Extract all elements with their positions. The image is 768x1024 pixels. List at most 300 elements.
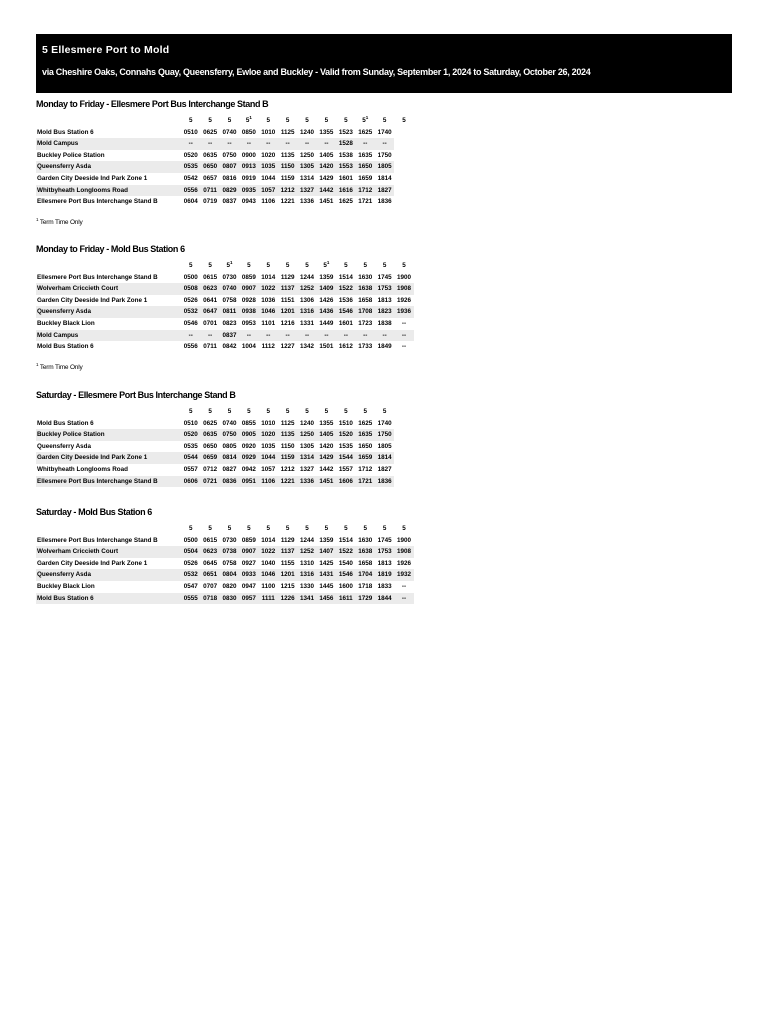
departure-time: 1745 [377, 273, 392, 281]
departure-time: 1638 [356, 546, 375, 558]
departure-time: 0811 [220, 306, 239, 318]
departure-time: 1449 [319, 319, 334, 327]
stop-name: Mold Bus Station 6 [37, 419, 94, 427]
table-row [36, 429, 394, 441]
departure-time: -- [317, 330, 336, 342]
departure-time: 1014 [261, 273, 276, 281]
departure-time: 1125 [280, 128, 295, 136]
departure-time: 0606 [181, 476, 200, 488]
route-number [297, 115, 316, 127]
route-number-label: 5 [227, 525, 232, 532]
route-number [278, 260, 297, 272]
departure-time: 1159 [278, 452, 297, 464]
stop-name: Mold Bus Station 6 [37, 343, 94, 351]
route-number-label: 5 [247, 408, 251, 415]
departure-time: 0719 [203, 198, 218, 206]
departure-time: 1436 [317, 306, 336, 318]
departure-time: 0842 [222, 343, 237, 351]
departure-time: 0830 [220, 593, 239, 605]
route-number-label: 5 [188, 262, 193, 269]
stop-name: Buckley Police Station [37, 151, 105, 159]
departure-time: 1836 [377, 198, 392, 206]
departure-time: 1553 [336, 161, 355, 173]
route-number-label: 5 [188, 408, 193, 415]
departure-time: 0615 [203, 536, 218, 544]
departure-time: 0718 [200, 593, 219, 605]
departure-time: 0740 [222, 419, 237, 427]
departure-time: 1129 [280, 536, 295, 544]
route-number-label: 5 [362, 117, 366, 124]
route-number-label: 5 [266, 262, 271, 269]
departure-time: 1226 [278, 593, 297, 605]
route-number [220, 260, 239, 272]
table-row [36, 318, 414, 330]
table-row [36, 569, 414, 581]
table-row [36, 464, 394, 476]
departure-time: -- [181, 330, 200, 342]
departure-time: 0827 [222, 465, 237, 473]
table-row [36, 173, 414, 185]
departure-time: 1004 [241, 343, 256, 351]
departure-time: 0604 [183, 198, 198, 206]
departure-time: 0953 [241, 319, 256, 327]
departure-time: 1535 [338, 442, 353, 450]
departure-time: 0820 [222, 582, 237, 590]
table-row [36, 546, 414, 558]
departure-time: 1536 [338, 296, 353, 304]
stop-name: Garden City Deeside Ind Park Zone 1 [37, 559, 148, 567]
stop-name: Queensferry Asda [37, 442, 92, 450]
departure-time: 1625 [338, 198, 353, 206]
departure-time: 1528 [336, 138, 355, 150]
departure-time: 1010 [261, 419, 276, 427]
route-number-label: 5 [402, 262, 406, 269]
route-number [336, 406, 355, 418]
departure-time: 1327 [300, 465, 315, 473]
stop-name: Ellesmere Port Bus Interchange Stand B [37, 198, 158, 206]
route-number [220, 406, 239, 418]
stop-name: Garden City Deeside Ind Park Zone 1 [36, 452, 181, 464]
departure-time: 1538 [338, 151, 353, 159]
departure-time: -- [394, 593, 413, 605]
departure-time: 0520 [181, 429, 200, 441]
departure-time: 1814 [375, 452, 394, 464]
departure-time: 1557 [338, 465, 353, 473]
route-number [220, 523, 239, 535]
stop-column-header [36, 406, 181, 418]
departure-time: 1805 [377, 442, 392, 450]
departure-time: 1514 [338, 536, 353, 544]
stop-column-header [36, 115, 181, 127]
departure-time: 1250 [297, 429, 316, 441]
departure-time: 1100 [261, 582, 276, 590]
departure-time: 1111 [259, 593, 278, 605]
stop-name: Queensferry Asda [36, 161, 181, 173]
route-header-row [36, 406, 394, 418]
table-row [36, 161, 414, 173]
departure-time: 0938 [239, 306, 258, 318]
route-header-row [36, 260, 414, 272]
departure-time: 0526 [183, 296, 198, 304]
departure-time: 1442 [319, 465, 334, 473]
departure-time: 0547 [183, 582, 198, 590]
table-row [36, 581, 414, 593]
route-number-label: 5 [324, 525, 329, 532]
departure-time: 0707 [203, 582, 218, 590]
departure-time: 1137 [278, 546, 297, 558]
departure-time: 0659 [200, 452, 219, 464]
route-number-label: 5 [188, 117, 193, 124]
stop-name: Whitbyheath Longlooms Road [36, 185, 181, 197]
departure-time: 1135 [280, 151, 295, 159]
departure-time: 1740 [377, 419, 392, 427]
departure-time: 1022 [259, 283, 278, 295]
departure-time: 0650 [200, 161, 219, 173]
timetable [36, 523, 414, 604]
table-row [36, 558, 414, 570]
departure-time: 0526 [183, 559, 198, 567]
route-number [317, 406, 336, 418]
route-number-label: 5 [266, 525, 271, 532]
departure-time: 1010 [261, 128, 276, 136]
departure-time: 0520 [183, 151, 198, 159]
departure-time: 1827 [375, 185, 394, 197]
route-number [200, 115, 219, 127]
departure-time: 0730 [222, 273, 237, 281]
route-number-label: 5 [305, 117, 309, 124]
section-title: Monday to Friday - Mold Bus Station 6 [36, 244, 185, 254]
footnote [36, 216, 414, 226]
route-number-label: 5 [402, 525, 406, 532]
section-weekday-to-ellesmere-port [36, 98, 414, 226]
departure-time: 1659 [358, 174, 373, 182]
departure-time: -- [394, 330, 413, 342]
departure-time: 1712 [358, 465, 373, 473]
table-row [36, 185, 414, 197]
departure-time: 1510 [338, 419, 353, 427]
departure-time: 1544 [336, 452, 355, 464]
departure-time: -- [278, 138, 297, 150]
departure-time: 0556 [181, 185, 200, 197]
departure-time: 1625 [358, 128, 373, 136]
table-row [36, 272, 414, 284]
route-number-label: 5 [344, 525, 348, 532]
departure-time: 0623 [200, 546, 219, 558]
departure-time: -- [220, 138, 239, 150]
departure-time: 1420 [317, 161, 336, 173]
route-number [259, 260, 278, 272]
departure-time: 0805 [222, 442, 237, 450]
stop-name: Garden City Deeside Ind Park Zone 1 [37, 296, 148, 304]
departure-time: 1057 [261, 465, 276, 473]
stop-name: Wolverham Criccieth Court [36, 546, 181, 558]
route-number [356, 115, 375, 127]
departure-time: 1316 [297, 306, 316, 318]
route-number [181, 523, 200, 535]
departure-time: -- [200, 138, 219, 150]
departure-time: 1305 [300, 442, 315, 450]
departure-time: 0738 [220, 546, 239, 558]
departure-time: 1044 [259, 452, 278, 464]
departure-time: 1522 [336, 546, 355, 558]
departure-time: 1046 [259, 306, 278, 318]
departure-time: 0816 [222, 174, 237, 182]
departure-time: 1036 [261, 296, 276, 304]
departure-time: 1221 [280, 198, 295, 206]
departure-time: 0508 [181, 283, 200, 295]
route-number-label: 5 [382, 262, 387, 269]
departure-time: 1900 [396, 536, 411, 544]
departure-time: 1155 [280, 559, 295, 567]
stop-name: Ellesmere Port Bus Interchange Stand B [37, 536, 158, 544]
departure-time: 1046 [259, 569, 278, 581]
departure-time: 0942 [241, 465, 256, 473]
route-number-label: 5 [188, 525, 193, 532]
departure-time: 0836 [220, 476, 239, 488]
departure-time: 1442 [317, 185, 336, 197]
table-row [36, 452, 394, 464]
departure-time: 0625 [203, 419, 218, 427]
table-row [36, 138, 414, 150]
departure-time: 0957 [239, 593, 258, 605]
departure-time: 1240 [300, 419, 315, 427]
departure-time: 0829 [220, 185, 239, 197]
route-number-label: 5 [285, 408, 290, 415]
route-number [297, 260, 316, 272]
departure-time: 1814 [377, 174, 392, 182]
departure-time: 0615 [203, 273, 218, 281]
departure-time: 1314 [297, 452, 316, 464]
departure-time: 1712 [356, 185, 375, 197]
section-title: Saturday - Mold Bus Station 6 [36, 507, 152, 517]
departure-time: 1721 [358, 198, 373, 206]
route-number-label: 5 [344, 408, 348, 415]
departure-time: 0928 [241, 296, 256, 304]
departure-time: 1635 [356, 429, 375, 441]
departure-time: 1819 [375, 569, 394, 581]
footnote-marker: 1 [249, 114, 252, 120]
footnote-marker: 1 [365, 114, 369, 120]
departure-time: 1630 [358, 536, 373, 544]
stop-name: Queensferry Asda [36, 306, 181, 318]
route-number [259, 523, 278, 535]
page-subtitle: via Cheshire Oaks, Connahs Quay, Queensferry, Ewloe and Buckley - Valid from Sunday, September 1, 2024 to Saturday, October 26, 2024 [42, 67, 591, 77]
departure-time: 1035 [261, 442, 276, 450]
departure-time: 1833 [377, 582, 392, 590]
departure-time: 1600 [338, 582, 353, 590]
departure-time: 1520 [336, 429, 355, 441]
departure-time: 0740 [220, 283, 239, 295]
departure-time: 1020 [261, 151, 276, 159]
departure-time: 1650 [358, 442, 373, 450]
departure-time: 1057 [259, 185, 278, 197]
departure-time: 0625 [203, 128, 218, 136]
route-number [239, 260, 258, 272]
departure-time: 1849 [377, 343, 392, 351]
departure-time: 0510 [183, 419, 198, 427]
departure-time: 1456 [317, 593, 336, 605]
table-row [36, 196, 414, 208]
section-saturday-to-mold [36, 506, 414, 604]
departure-time: 1336 [297, 476, 316, 488]
departure-time: 0758 [222, 296, 237, 304]
stop-name: Whitbyheath Longlooms Road [37, 465, 128, 473]
departure-time: 1227 [280, 343, 295, 351]
departure-time: 1630 [358, 273, 373, 281]
departure-time: 0650 [203, 442, 218, 450]
departure-time: 1310 [300, 559, 315, 567]
departure-time: 1836 [375, 476, 394, 488]
route-number [375, 260, 394, 272]
departure-time: 1240 [300, 128, 315, 136]
departure-time: -- [239, 330, 258, 342]
departure-time: -- [356, 138, 375, 150]
departure-time: 0859 [241, 273, 256, 281]
route-number-label: 5 [382, 525, 387, 532]
departure-time: 1601 [338, 174, 353, 182]
departure-time: 0556 [183, 343, 198, 351]
departure-time: 1611 [336, 593, 355, 605]
departure-time: 1926 [396, 296, 411, 304]
stop-name: Ellesmere Port Bus Interchange Stand B [37, 273, 158, 281]
departure-time: 1805 [375, 161, 394, 173]
departure-time: 0740 [222, 128, 237, 136]
departure-time: 0711 [203, 343, 217, 351]
departure-time: -- [401, 343, 407, 351]
departure-time: 1425 [319, 559, 334, 567]
route-number [259, 115, 278, 127]
route-number [356, 406, 375, 418]
departure-time: 0814 [220, 452, 239, 464]
route-number [317, 523, 336, 535]
route-number-label: 5 [285, 117, 290, 124]
departure-time: 1659 [356, 452, 375, 464]
departure-time: 0920 [241, 442, 256, 450]
departure-time: 1753 [375, 546, 394, 558]
route-number [394, 115, 413, 127]
departure-time: -- [401, 319, 407, 327]
route-number [336, 523, 355, 535]
route-number-label: 5 [305, 525, 309, 532]
departure-time: 1445 [319, 582, 334, 590]
departure-time: 1635 [358, 151, 373, 159]
table-row [36, 306, 414, 318]
departure-time: 1405 [319, 151, 334, 159]
route-number-label: 5 [247, 525, 251, 532]
departure-time: 1612 [338, 343, 353, 351]
departure-time: 0657 [203, 174, 218, 182]
departure-time: 1014 [261, 536, 276, 544]
stop-column-header [36, 260, 181, 272]
departure-time: 0635 [203, 151, 218, 159]
route-number [356, 260, 375, 272]
route-number-label: 5 [208, 408, 212, 415]
route-number-label: 5 [363, 408, 367, 415]
departure-time: 1405 [317, 429, 336, 441]
footnote-marker: 1 [36, 216, 39, 222]
footnote-marker: 1 [326, 259, 330, 265]
departure-time: 0647 [200, 306, 219, 318]
route-number [181, 406, 200, 418]
stop-name: Queensferry Asda [36, 569, 181, 581]
departure-time: 1316 [297, 569, 316, 581]
departure-time: 0913 [239, 161, 258, 173]
departure-time: 1546 [336, 569, 355, 581]
departure-time: 1252 [297, 546, 316, 558]
timetable [36, 406, 394, 487]
departure-time: 0623 [200, 283, 219, 295]
departure-time: 1718 [358, 582, 373, 590]
departure-time: 0900 [241, 151, 256, 159]
route-number [375, 115, 394, 127]
route-number [356, 523, 375, 535]
departure-time: 0750 [222, 151, 237, 159]
departure-time: 0701 [203, 319, 218, 327]
table-row [36, 295, 414, 307]
route-number-label: 5 [226, 262, 230, 269]
departure-time: 0712 [203, 465, 218, 473]
route-number-label: 5 [402, 117, 406, 124]
departure-time: 1216 [280, 319, 295, 327]
departure-time: 1844 [375, 593, 394, 605]
departure-time: 0855 [241, 419, 256, 427]
route-number [181, 115, 200, 127]
departure-time: -- [278, 330, 297, 342]
departure-time: 0859 [241, 536, 256, 544]
departure-time: 1638 [356, 283, 375, 295]
stop-name: Buckley Police Station [36, 429, 181, 441]
departure-time: 1221 [278, 476, 297, 488]
table-row [36, 341, 414, 353]
stop-name: Mold Bus Station 6 [37, 128, 94, 136]
stop-name: Mold Bus Station 6 [36, 593, 181, 605]
section-title: Monday to Friday - Ellesmere Port Bus Interchange Stand B [36, 99, 269, 109]
departure-time: 0645 [203, 559, 218, 567]
departure-time: 1908 [394, 546, 413, 558]
departure-time: 1813 [377, 559, 392, 567]
departure-time: -- [401, 582, 407, 590]
departure-time: 1252 [297, 283, 316, 295]
departure-time: 0750 [220, 429, 239, 441]
departure-time: 1342 [300, 343, 315, 351]
departure-time: 1601 [338, 319, 353, 327]
table-row [36, 535, 414, 547]
departure-time: 0947 [241, 582, 256, 590]
departure-time: 0542 [183, 174, 198, 182]
departure-time: 0730 [222, 536, 237, 544]
departure-time: 0850 [241, 128, 256, 136]
departure-time: -- [181, 138, 200, 150]
route-number-label: 5 [324, 408, 329, 415]
departure-time: 1137 [278, 283, 297, 295]
departure-time: 1020 [259, 429, 278, 441]
departure-time: 1151 [280, 296, 295, 304]
departure-time: 0935 [239, 185, 258, 197]
stop-name: Buckley Black Lion [37, 582, 95, 590]
departure-time: 1606 [336, 476, 355, 488]
departure-time: 0933 [239, 569, 258, 581]
departure-time: -- [297, 138, 316, 150]
departure-time: 0557 [183, 465, 198, 473]
departure-time: 1523 [338, 128, 353, 136]
departure-time: 1522 [336, 283, 355, 295]
departure-time: 1926 [396, 559, 411, 567]
departure-time: 0500 [183, 273, 198, 281]
route-number-label: 5 [208, 525, 212, 532]
departure-time: 1244 [300, 273, 315, 281]
route-number-label: 5 [305, 262, 309, 269]
departure-time: -- [259, 330, 278, 342]
